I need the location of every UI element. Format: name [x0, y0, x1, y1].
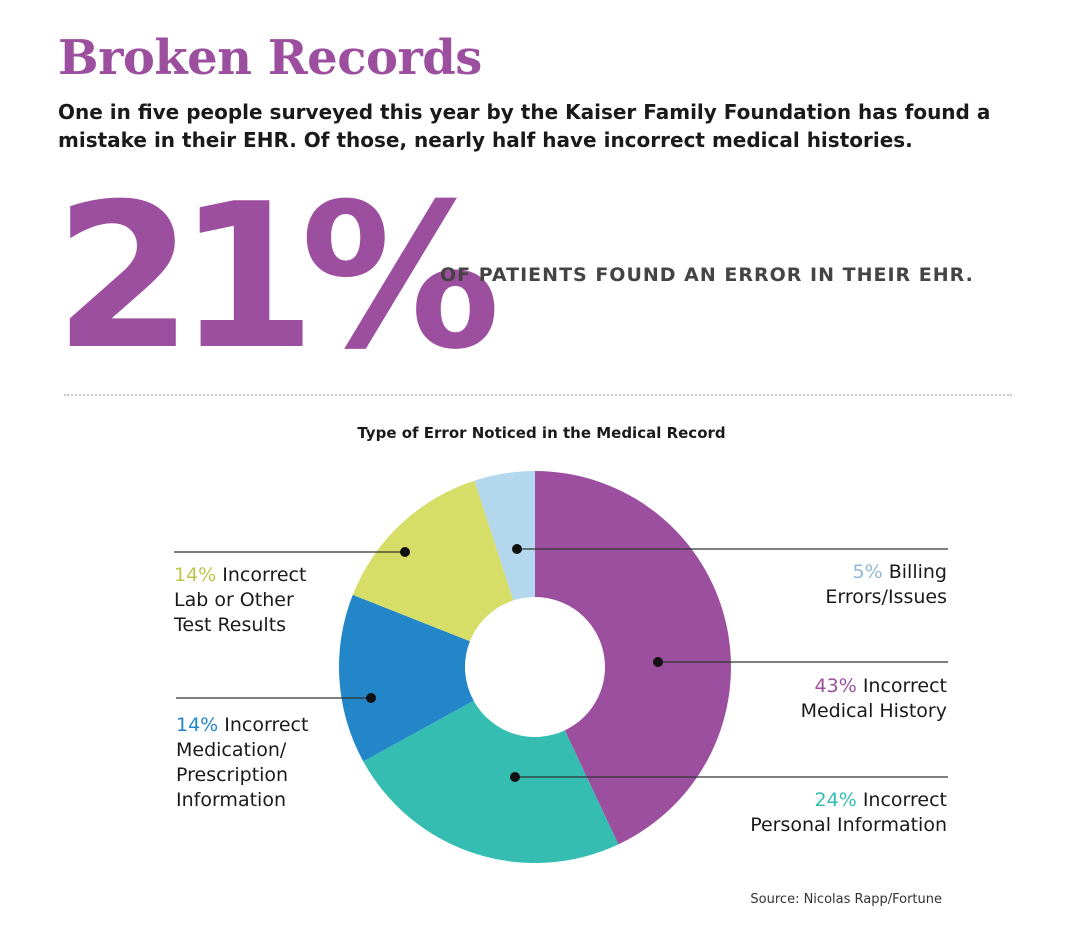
page-title: Broken Records — [58, 30, 482, 86]
headline-stat: 21% — [54, 161, 485, 394]
leader-dot-3 — [366, 693, 376, 703]
slice-percent-5: 5% — [852, 561, 883, 583]
slice-label-2: 24% Incorrect Personal Information — [750, 789, 947, 836]
chart-title: Type of Error Noticed in the Medical Record — [357, 424, 726, 442]
slice-percent-4: 14% — [174, 564, 217, 586]
source-note: Source: Nicolas Rapp/Fortune — [750, 892, 942, 907]
slice-label-4: 14% Incorrect Lab or Other Test Results — [174, 564, 307, 636]
headline-stat-caption: OF PATIENTS FOUND AN ERROR IN THEIR EHR. — [440, 264, 974, 286]
slice-label-5: 5% Billing Errors/Issues — [825, 561, 947, 608]
page-subtitle: One in five people surveyed this year by the Kaiser Family Foundation has found a mistake in their EHR. Of those, nearly half have incorrect medical histories. — [58, 100, 991, 152]
leader-dot-1 — [653, 657, 663, 667]
leader-dot-4 — [400, 547, 410, 557]
slice-label-1: 43% Incorrect Medical History — [800, 675, 947, 722]
slice-percent-1: 43% — [814, 675, 857, 697]
slice-percent-2: 24% — [814, 789, 857, 811]
slice-label-3: 14% Incorrect Medication/ Prescription Information — [176, 714, 309, 811]
leader-dot-5 — [512, 544, 522, 554]
leader-dot-2 — [510, 772, 520, 782]
slice-percent-3: 14% — [176, 714, 219, 736]
